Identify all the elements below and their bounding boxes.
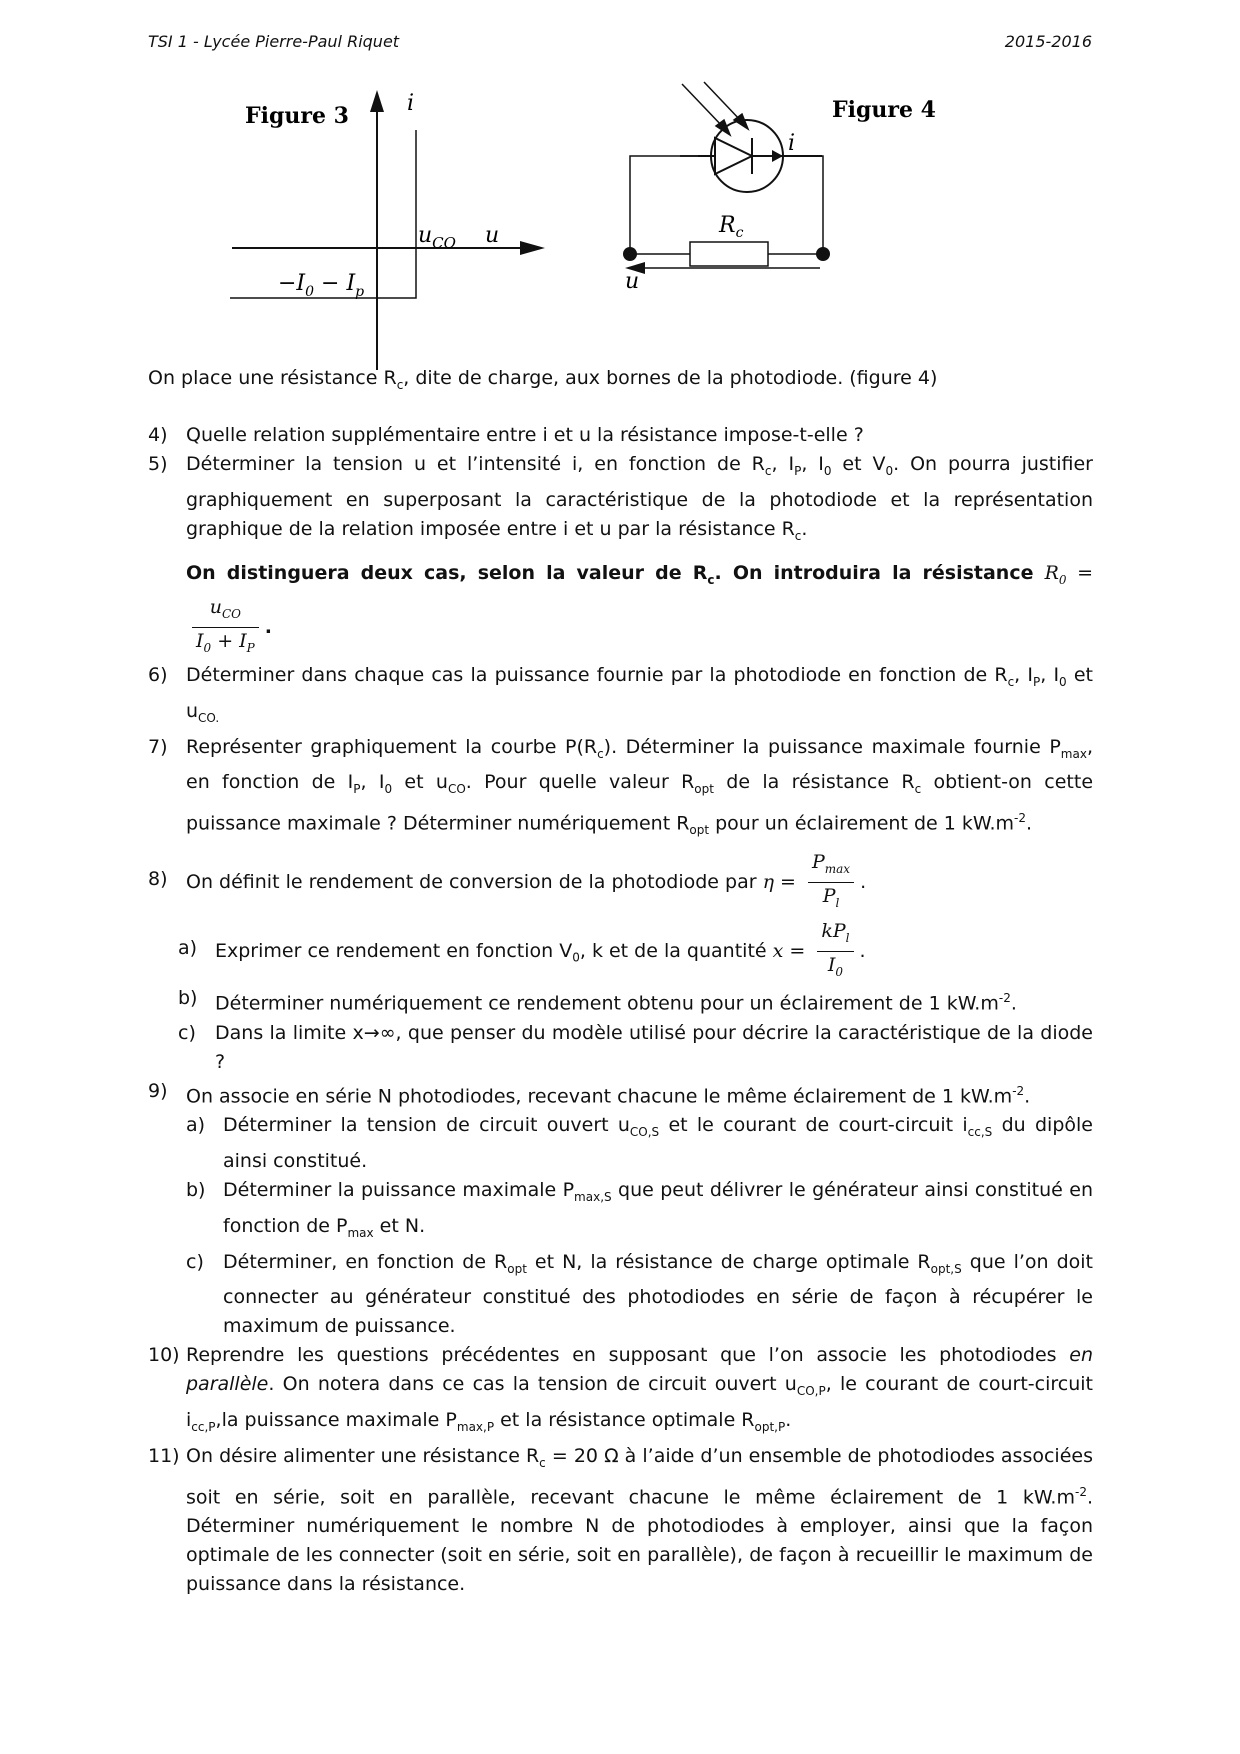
axis-u-label: u bbox=[485, 223, 500, 248]
figure-3-title: Figure 3 bbox=[245, 103, 349, 129]
question-8b: b) Déterminer numériquement ce rendement obtenu pour un éclairement de 1 $kW.m^{-2}$. bbox=[178, 987, 1017, 1015]
question-9c: c) Déterminer, en fonction de $R_{opt}$ et N, la résistance de charge optimale $R_{opt,S}$ que l’on doit connecter au générateur constitué des photodiodes en série de façon à récupérer le maximum de puissance. bbox=[186, 1250, 1093, 1338]
axis-i-label: i bbox=[407, 91, 415, 116]
figure-4-title: Figure 4 bbox=[832, 97, 936, 123]
u-co-label: $u_{CO}$ bbox=[418, 223, 456, 252]
question-7: 7) Représenter graphiquement la courbe $P(R_c)$. Déterminer la puissance maximale fournie $P_{max}$, en fonction de $I_P$, $I_0$ et $u_{CO}$. Pour quelle valeur $R_{opt}$ de la résistance $R_c$ obtient-on cette puissance maximale ? Déterminer numériquement $R_{opt}$ pour un éclairement de 1 $kW.m^{-2}$. bbox=[148, 735, 1094, 838]
intro-paragraph: On place une résistance $R_c$, dite de charge, aux bornes de la photodiode. (figure 4) bbox=[148, 367, 938, 392]
question-8a: a) Exprimer ce rendement en fonction $V_0$, k et de la quantité x = $\frac{kP_l}{I_0}$ . bbox=[148, 918, 1093, 985]
u-axis-arrow bbox=[520, 241, 545, 255]
current-i-label: i bbox=[788, 131, 796, 156]
question-8c: c) Dans la limite x→∞, que penser du modèle utilisé pour décrire la caractéristique de la diode ? bbox=[178, 1021, 1093, 1073]
r0-fraction: $\frac{u_{CO}}{I_0 + I_P}$ bbox=[192, 594, 259, 661]
question-9: 9) On associe en série N photodiodes, recevant chacune le même éclairement de 1 $kW.m^{-2}$. bbox=[148, 1079, 1031, 1108]
question-11: 11) On désire alimenter une résistance $R_c = 20$ Ω à l’aide d’un ensemble de photodiodes associées soit en série, soit en parallèle, recevant chacune le même éclairement de 1 $kW.m^{-2}$. Déterminer numériquement le nombre N de photodiodes à employer, ainsi que la façon optimale de les connecter (soit en série, soit en parallèle), de façon à recueillir le maximum de puissance dans la résistance. bbox=[148, 1444, 1093, 1596]
light-rays-icon bbox=[682, 82, 748, 135]
question-4: 4) Quelle relation supplémentaire entre i et u la résistance impose-t-elle ? bbox=[148, 424, 864, 446]
eta-fraction: $\frac{P_{max}}{P_l}$ bbox=[808, 849, 854, 916]
question-5: 5) Déterminer la tension u et l’intensité i, en fonction de $R_c$, $I_P$, $I_0$ et $V_0$. On pourra justifier graphiquement en superposant la caractéristique de la photodiode et la représentation graphique de la relation imposée entre i et u par la résistance $R_c$. bbox=[148, 453, 1093, 543]
question-9b: b) Déterminer la puissance maximale $P_{max,S}$ que peut délivrer le générateur ainsi constitué en fonction de $P_{max}$ et N. bbox=[186, 1178, 1093, 1240]
figure-3 bbox=[220, 80, 600, 380]
circuit-left-branch bbox=[630, 156, 715, 254]
question-8: 8) On définit le rendement de conversion de la photodiode par η = $\frac{P_{max}}{P_l}$ . bbox=[148, 849, 1093, 916]
header-left: TSI 1 - Lycée Pierre-Paul Riquet bbox=[148, 32, 400, 51]
rc-label: $R_c$ bbox=[719, 213, 744, 241]
voltage-u-label: u bbox=[625, 269, 640, 290]
figure-4-circuit bbox=[615, 150, 875, 290]
question-10: 10) Reprendre les questions précédentes en supposant que l’on associe les photodiodes en parallèle. On notera dans ce cas la tension de circuit ouvert $u_{CO,P}$, le courant de court-circuit $i_{cc,P},la$ puissance maximale $P_{max,P}$ et la résistance optimale $R_{opt,P}$. bbox=[148, 1344, 1094, 1434]
questions bbox=[148, 421, 1093, 1599]
question-9a: a) Déterminer la tension de circuit ouvert $u_{CO,S}$ et le courant de court-circuit $i_{cc,S}$ du dipôle ainsi constitué. bbox=[186, 1114, 1093, 1172]
question-5-note: On distinguera deux cas, selon la valeur de $R_c$. On introduira la résistance $R_0$ = $\frac{u_{CO}}{I_0 + I_P}$ . bbox=[148, 559, 1093, 661]
question-6: 6) Déterminer dans chaque cas la puissance fournie par la photodiode en fonction de $R_c$, $I_P$, $I_0$ et $u_{CO.}$ bbox=[148, 663, 1093, 725]
x-fraction: $\frac{kP_l}{I_0}$ bbox=[817, 918, 853, 985]
terminal-left bbox=[623, 247, 637, 261]
circuit-right-branch bbox=[795, 156, 823, 254]
short-circuit-current-label: $-I_0 - I_p$ bbox=[278, 271, 365, 300]
header-right: 2015-2016 bbox=[1004, 32, 1092, 51]
i-axis-arrow bbox=[370, 90, 384, 112]
resistor-rc bbox=[690, 242, 768, 266]
terminal-right bbox=[816, 247, 830, 261]
